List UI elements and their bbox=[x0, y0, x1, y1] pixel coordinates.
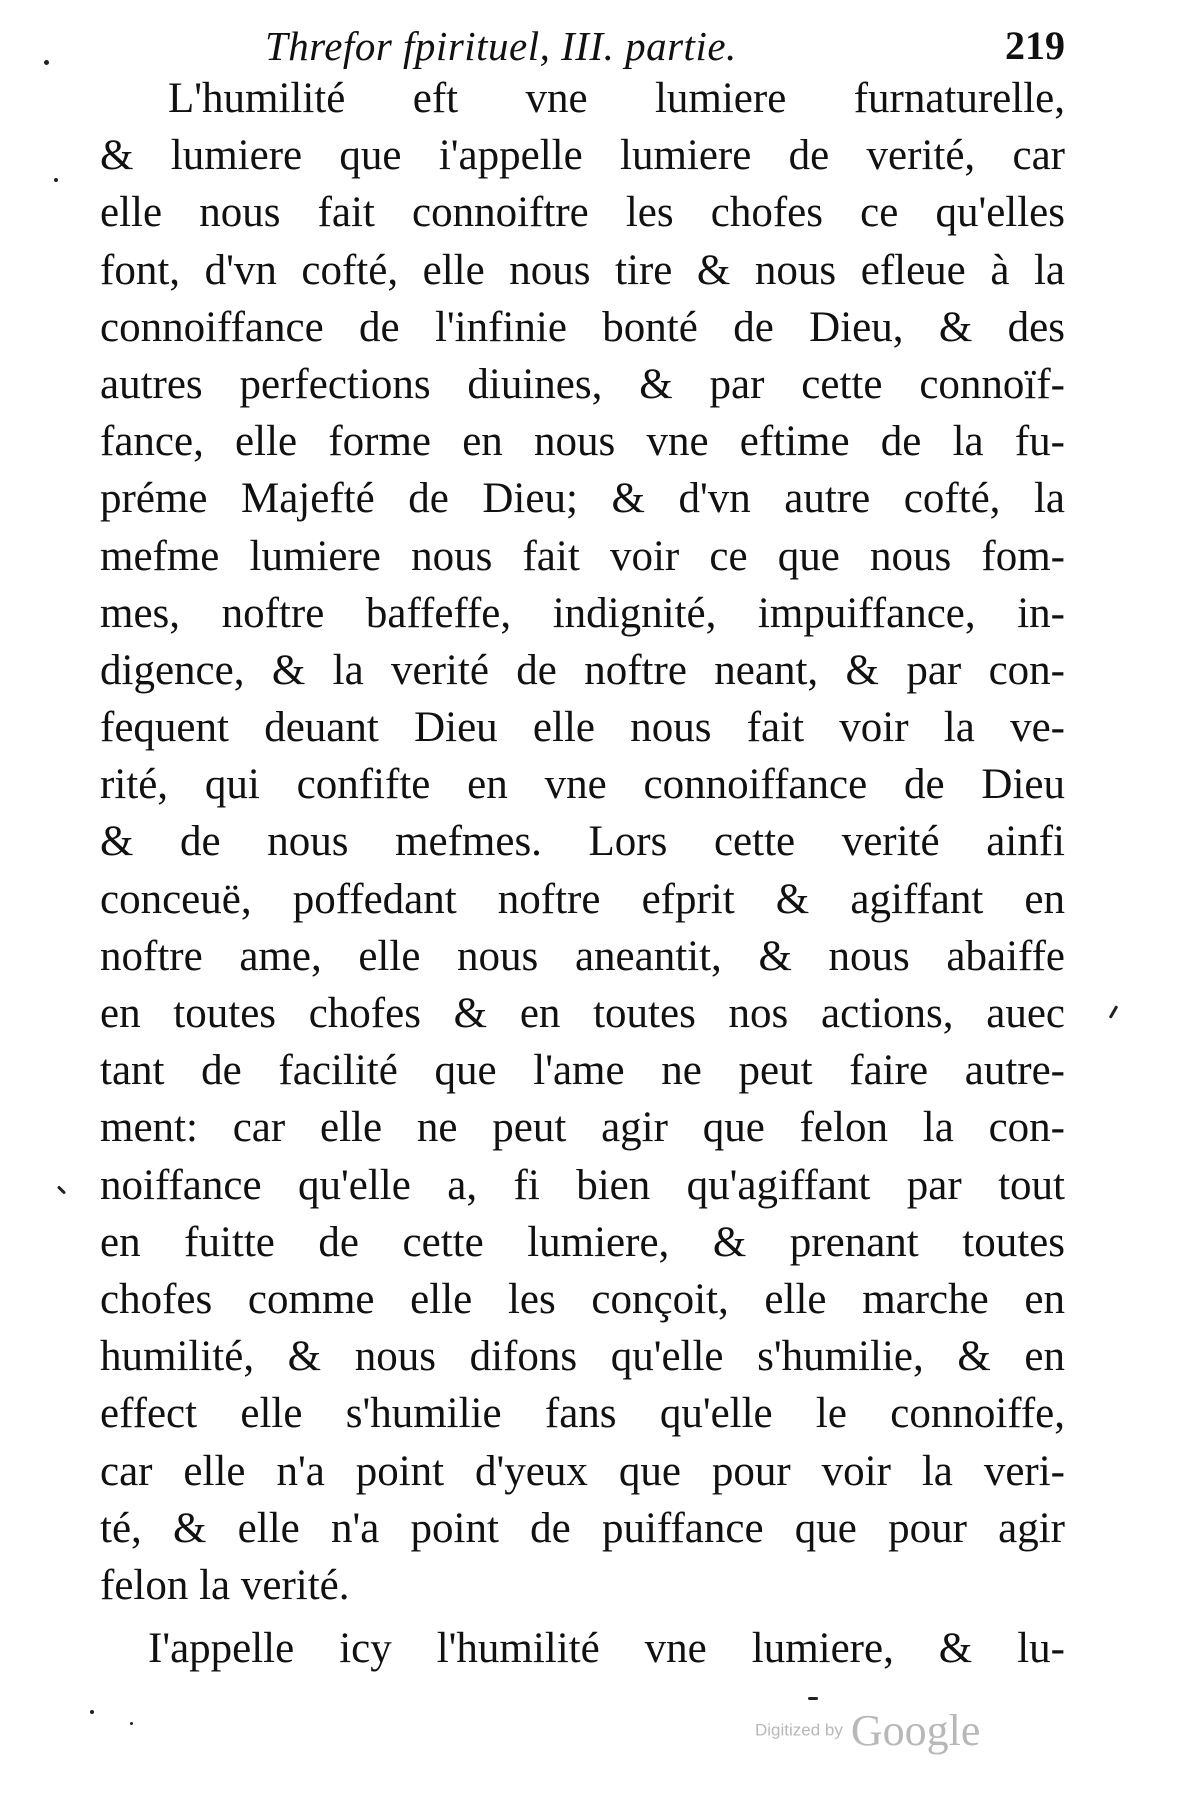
text-line: chofes comme elle les conçoit, elle marche en bbox=[100, 1275, 1065, 1323]
text-line: tant de facilité que l'ame ne peut faire autre- bbox=[100, 1047, 1065, 1095]
text-line: conceuë, poffedant noftre efprit & agiffant en bbox=[100, 875, 1065, 923]
text-line: elle nous fait connoiftre les chofes ce qu'elles bbox=[100, 189, 1065, 237]
text-line: L'humilité eft vne lumiere furnaturelle, bbox=[168, 75, 1065, 122]
text-line: noiffance qu'elle a, fi bien qu'agiffant par tout bbox=[100, 1161, 1065, 1209]
text-line: té, & elle n'a point de puiffance que pour agir bbox=[100, 1504, 1065, 1552]
text-line: I'appelle icy l'humilité vne lumiere, & lu- bbox=[148, 1625, 1065, 1673]
text-line: effect elle s'humilie fans qu'elle le connoiffe, bbox=[100, 1390, 1065, 1438]
digitized-by-label: Digitized by bbox=[755, 1720, 843, 1740]
google-logo: Google bbox=[850, 1706, 981, 1755]
text-line: & de nous mefmes. Lors cette verité ainfi bbox=[100, 818, 1065, 866]
text-line: préme Majefté de Dieu; & d'vn autre cofté, la bbox=[100, 475, 1065, 523]
scan-speck bbox=[44, 60, 49, 65]
scan-speck bbox=[808, 1697, 818, 1700]
page-number: 219 bbox=[1005, 23, 1065, 68]
scan-speck bbox=[57, 1185, 66, 1194]
text-line: fance, elle forme en nous vne eftime de la fu- bbox=[100, 418, 1065, 466]
scan-speck bbox=[90, 1710, 94, 1714]
text-line: en fuitte de cette lumiere, & prenant toutes bbox=[100, 1218, 1065, 1266]
text-line: mes, noftre baffeffe, indignité, impuiffance, in- bbox=[100, 589, 1065, 637]
text-line: connoiffance de l'infinie bonté de Dieu, & des bbox=[100, 303, 1065, 351]
text-line: ment: car elle ne peut agir que felon la con- bbox=[100, 1104, 1065, 1152]
text-line: font, d'vn cofté, elle nous tire & nous efleue à la bbox=[100, 246, 1065, 294]
running-head bbox=[265, 22, 1065, 72]
text-line: car elle n'a point d'yeux que pour voir la veri- bbox=[100, 1447, 1065, 1495]
text-line: autres perfections diuines, & par cette connoïf- bbox=[100, 360, 1065, 408]
scan-speck bbox=[54, 178, 58, 182]
text-line: felon la verité. bbox=[100, 1561, 350, 1609]
text-line: fequent deuant Dieu elle nous fait voir la ve- bbox=[100, 704, 1065, 752]
text-line: digence, & la verité de noftre neant, & par con- bbox=[100, 646, 1065, 694]
body-text bbox=[100, 70, 1065, 1677]
scan-speck bbox=[130, 1722, 133, 1725]
text-line: mefme lumiere nous fait voir ce que nous fom- bbox=[100, 532, 1065, 580]
text-line: humilité, & nous difons qu'elle s'humilie, & en bbox=[100, 1333, 1065, 1381]
running-title: Threfor fpirituel, III. partie. bbox=[265, 23, 737, 69]
digitized-by-watermark bbox=[755, 1705, 980, 1765]
scan-speck bbox=[1109, 1005, 1119, 1019]
text-line: & lumiere que i'appelle lumiere de verité, car bbox=[100, 132, 1065, 180]
text-line: noftre ame, elle nous aneantit, & nous abaiffe bbox=[100, 932, 1065, 980]
text-line: en toutes chofes & en toutes nos actions, auec bbox=[100, 990, 1065, 1037]
text-line: rité, qui confifte en vne connoiffance de Dieu bbox=[100, 761, 1065, 809]
